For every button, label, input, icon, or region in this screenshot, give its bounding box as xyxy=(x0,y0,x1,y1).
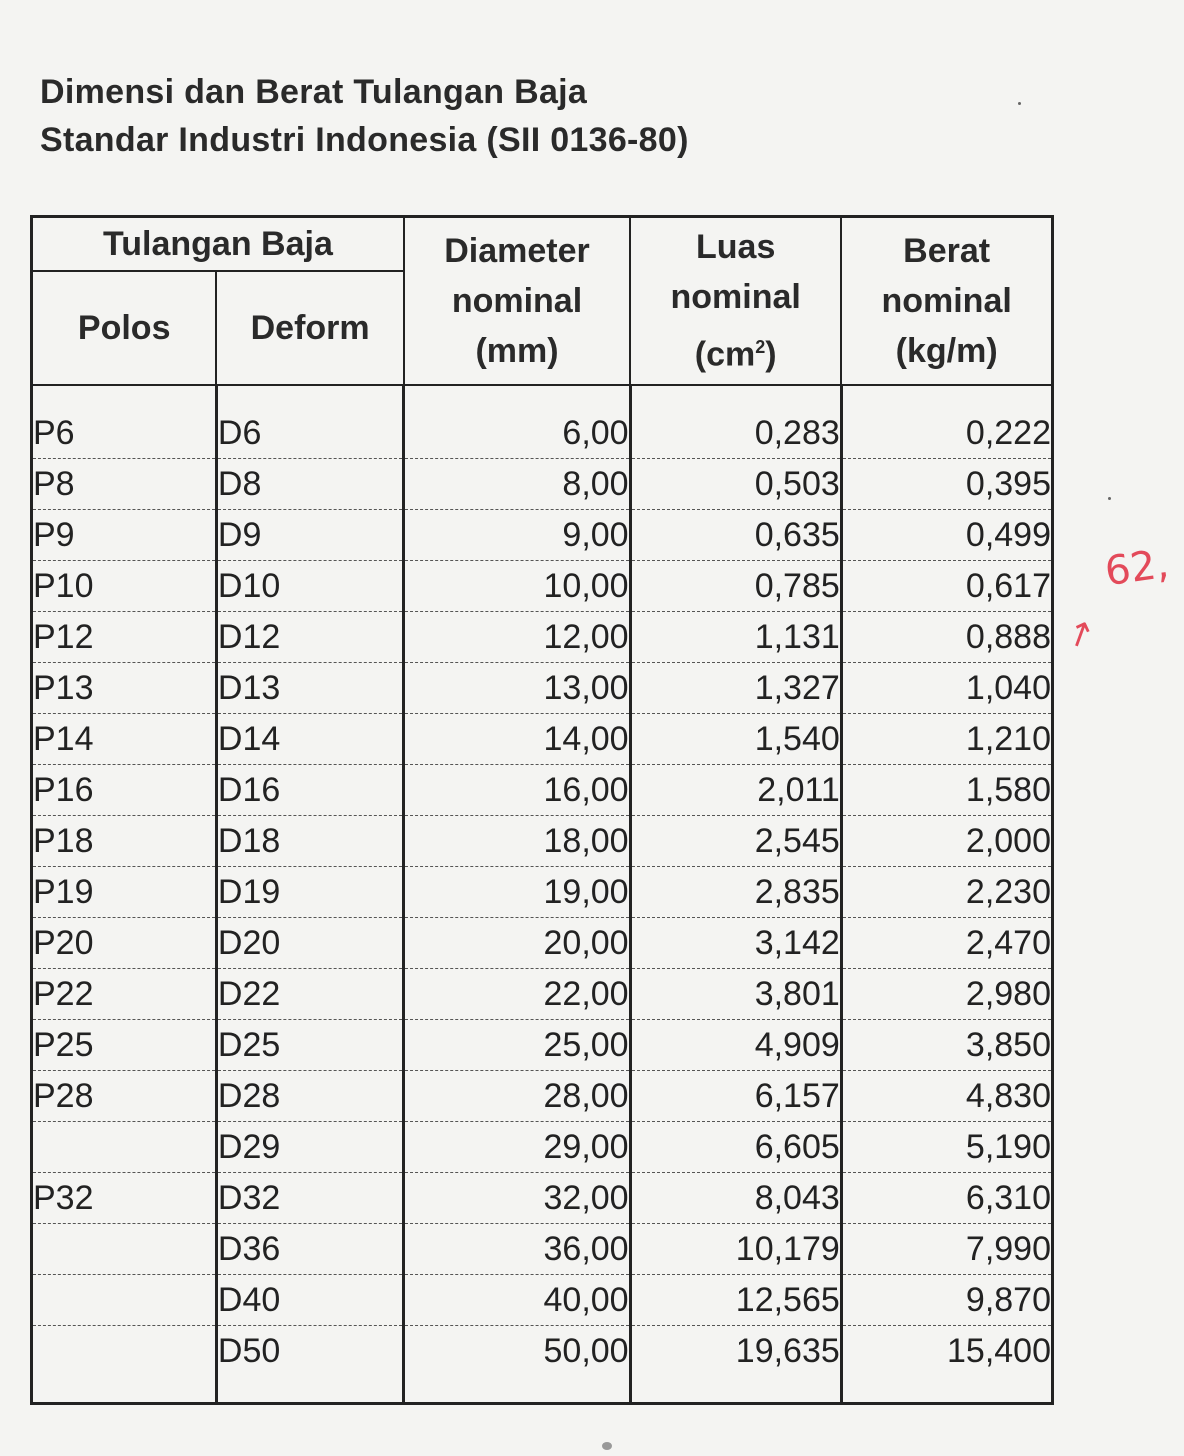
polos-cell: P10 xyxy=(32,561,217,612)
berat-cell: 15,400 xyxy=(841,1326,1052,1404)
polos-cell: P32 xyxy=(32,1173,217,1224)
header-diameter: Diameter nominal (mm) xyxy=(404,217,630,386)
deform-cell: D6 xyxy=(216,408,404,459)
berat-cell: 9,870 xyxy=(841,1275,1052,1326)
table-row xyxy=(32,1224,1053,1275)
header-deform: Deform xyxy=(216,271,404,385)
polos-cell xyxy=(32,1326,217,1404)
luas-cell: 2,011 xyxy=(630,765,841,816)
berat-cell: 6,310 xyxy=(841,1173,1052,1224)
diameter-cell: 50,00 xyxy=(404,1326,630,1404)
table-row xyxy=(32,714,1053,765)
table-row xyxy=(32,1326,1053,1404)
luas-cell: 1,327 xyxy=(630,663,841,714)
polos-cell: P6 xyxy=(32,408,217,459)
berat-cell: 1,580 xyxy=(841,765,1052,816)
berat-cell: 0,617 xyxy=(841,561,1052,612)
diameter-cell: 25,00 xyxy=(404,1020,630,1071)
table-body xyxy=(32,385,1053,1404)
polos-cell: P9 xyxy=(32,510,217,561)
polos-cell xyxy=(32,1275,217,1326)
table-row xyxy=(32,969,1053,1020)
title-line-1: Dimensi dan Berat Tulangan Baja xyxy=(40,73,588,111)
berat-cell: 1,040 xyxy=(841,663,1052,714)
table-row xyxy=(32,1122,1053,1173)
berat-cell: 0,888 xyxy=(841,612,1052,663)
berat-cell: 7,990 xyxy=(841,1224,1052,1275)
document-title xyxy=(40,68,689,164)
diameter-cell: 32,00 xyxy=(404,1173,630,1224)
diameter-cell: 6,00 xyxy=(404,408,630,459)
deform-cell: D16 xyxy=(216,765,404,816)
luas-cell: 6,605 xyxy=(630,1122,841,1173)
berat-cell: 0,395 xyxy=(841,459,1052,510)
diameter-cell: 22,00 xyxy=(404,969,630,1020)
deform-cell: D29 xyxy=(216,1122,404,1173)
berat-cell: 2,980 xyxy=(841,969,1052,1020)
luas-cell: 0,785 xyxy=(630,561,841,612)
berat-cell: 4,830 xyxy=(841,1071,1052,1122)
handwritten-annotation: 62, xyxy=(1102,540,1172,596)
luas-cell: 3,142 xyxy=(630,918,841,969)
berat-cell: 2,000 xyxy=(841,816,1052,867)
scan-speck xyxy=(1018,102,1021,105)
table-row xyxy=(32,765,1053,816)
diameter-cell: 19,00 xyxy=(404,867,630,918)
berat-cell: 3,850 xyxy=(841,1020,1052,1071)
deform-cell: D13 xyxy=(216,663,404,714)
table-row xyxy=(32,663,1053,714)
table-row xyxy=(32,561,1053,612)
scan-speck xyxy=(602,1442,612,1450)
polos-cell: P8 xyxy=(32,459,217,510)
table-row xyxy=(32,1071,1053,1122)
scan-speck xyxy=(1108,497,1111,500)
polos-cell: P28 xyxy=(32,1071,217,1122)
header-berat: Berat nominal (kg/m) xyxy=(841,217,1052,386)
polos-cell: P13 xyxy=(32,663,217,714)
berat-cell: 0,222 xyxy=(841,408,1052,459)
luas-cell: 1,540 xyxy=(630,714,841,765)
rebar-dimensions-table xyxy=(30,215,1054,1405)
diameter-cell: 9,00 xyxy=(404,510,630,561)
table-row xyxy=(32,918,1053,969)
polos-cell xyxy=(32,1224,217,1275)
luas-cell: 0,283 xyxy=(630,408,841,459)
diameter-cell: 12,00 xyxy=(404,612,630,663)
diameter-cell: 29,00 xyxy=(404,1122,630,1173)
polos-cell: P22 xyxy=(32,969,217,1020)
polos-cell: P14 xyxy=(32,714,217,765)
table-row xyxy=(32,816,1053,867)
luas-cell: 6,157 xyxy=(630,1071,841,1122)
table-row xyxy=(32,867,1053,918)
table-row xyxy=(32,510,1053,561)
deform-cell: D14 xyxy=(216,714,404,765)
berat-cell: 1,210 xyxy=(841,714,1052,765)
deform-cell: D36 xyxy=(216,1224,404,1275)
deform-cell: D12 xyxy=(216,612,404,663)
table-row xyxy=(32,612,1053,663)
diameter-cell: 16,00 xyxy=(404,765,630,816)
luas-cell: 4,909 xyxy=(630,1020,841,1071)
deform-cell: D50 xyxy=(216,1326,404,1404)
luas-cell: 1,131 xyxy=(630,612,841,663)
luas-cell: 2,545 xyxy=(630,816,841,867)
deform-cell: D25 xyxy=(216,1020,404,1071)
polos-cell: P18 xyxy=(32,816,217,867)
berat-cell: 2,230 xyxy=(841,867,1052,918)
luas-cell: 2,835 xyxy=(630,867,841,918)
luas-cell: 12,565 xyxy=(630,1275,841,1326)
diameter-cell: 13,00 xyxy=(404,663,630,714)
table-row xyxy=(32,1020,1053,1071)
deform-cell: D18 xyxy=(216,816,404,867)
berat-cell: 5,190 xyxy=(841,1122,1052,1173)
berat-cell: 0,499 xyxy=(841,510,1052,561)
luas-cell: 0,503 xyxy=(630,459,841,510)
deform-cell: D22 xyxy=(216,969,404,1020)
luas-cell: 19,635 xyxy=(630,1326,841,1404)
table-row xyxy=(32,459,1053,510)
table-row xyxy=(32,408,1053,459)
luas-cell: 0,635 xyxy=(630,510,841,561)
diameter-cell: 18,00 xyxy=(404,816,630,867)
table-row xyxy=(32,1275,1053,1326)
diameter-cell: 20,00 xyxy=(404,918,630,969)
deform-cell: D9 xyxy=(216,510,404,561)
title-line-2: Standar Industri Indonesia (SII 0136-80) xyxy=(40,121,689,159)
deform-cell: D19 xyxy=(216,867,404,918)
table-row xyxy=(32,1173,1053,1224)
header-luas: Luas nominal $(cm^2)$ xyxy=(630,217,841,386)
berat-cell: 2,470 xyxy=(841,918,1052,969)
deform-cell: D8 xyxy=(216,459,404,510)
polos-cell: P19 xyxy=(32,867,217,918)
polos-cell: P20 xyxy=(32,918,217,969)
deform-cell: D20 xyxy=(216,918,404,969)
deform-cell: D32 xyxy=(216,1173,404,1224)
polos-cell: P12 xyxy=(32,612,217,663)
luas-cell: 8,043 xyxy=(630,1173,841,1224)
header-tulangan-baja: Tulangan Baja xyxy=(32,217,404,272)
diameter-cell: 40,00 xyxy=(404,1275,630,1326)
diameter-cell: 28,00 xyxy=(404,1071,630,1122)
diameter-cell: 14,00 xyxy=(404,714,630,765)
polos-cell: P25 xyxy=(32,1020,217,1071)
deform-cell: D40 xyxy=(216,1275,404,1326)
diameter-cell: 8,00 xyxy=(404,459,630,510)
deform-cell: D28 xyxy=(216,1071,404,1122)
polos-cell xyxy=(32,1122,217,1173)
header-polos: Polos xyxy=(32,271,217,385)
luas-cell: 10,179 xyxy=(630,1224,841,1275)
diameter-cell: 10,00 xyxy=(404,561,630,612)
diameter-cell: 36,00 xyxy=(404,1224,630,1275)
arrow-annotation-icon: ↗ xyxy=(1059,610,1102,658)
polos-cell: P16 xyxy=(32,765,217,816)
deform-cell: D10 xyxy=(216,561,404,612)
luas-cell: 3,801 xyxy=(630,969,841,1020)
